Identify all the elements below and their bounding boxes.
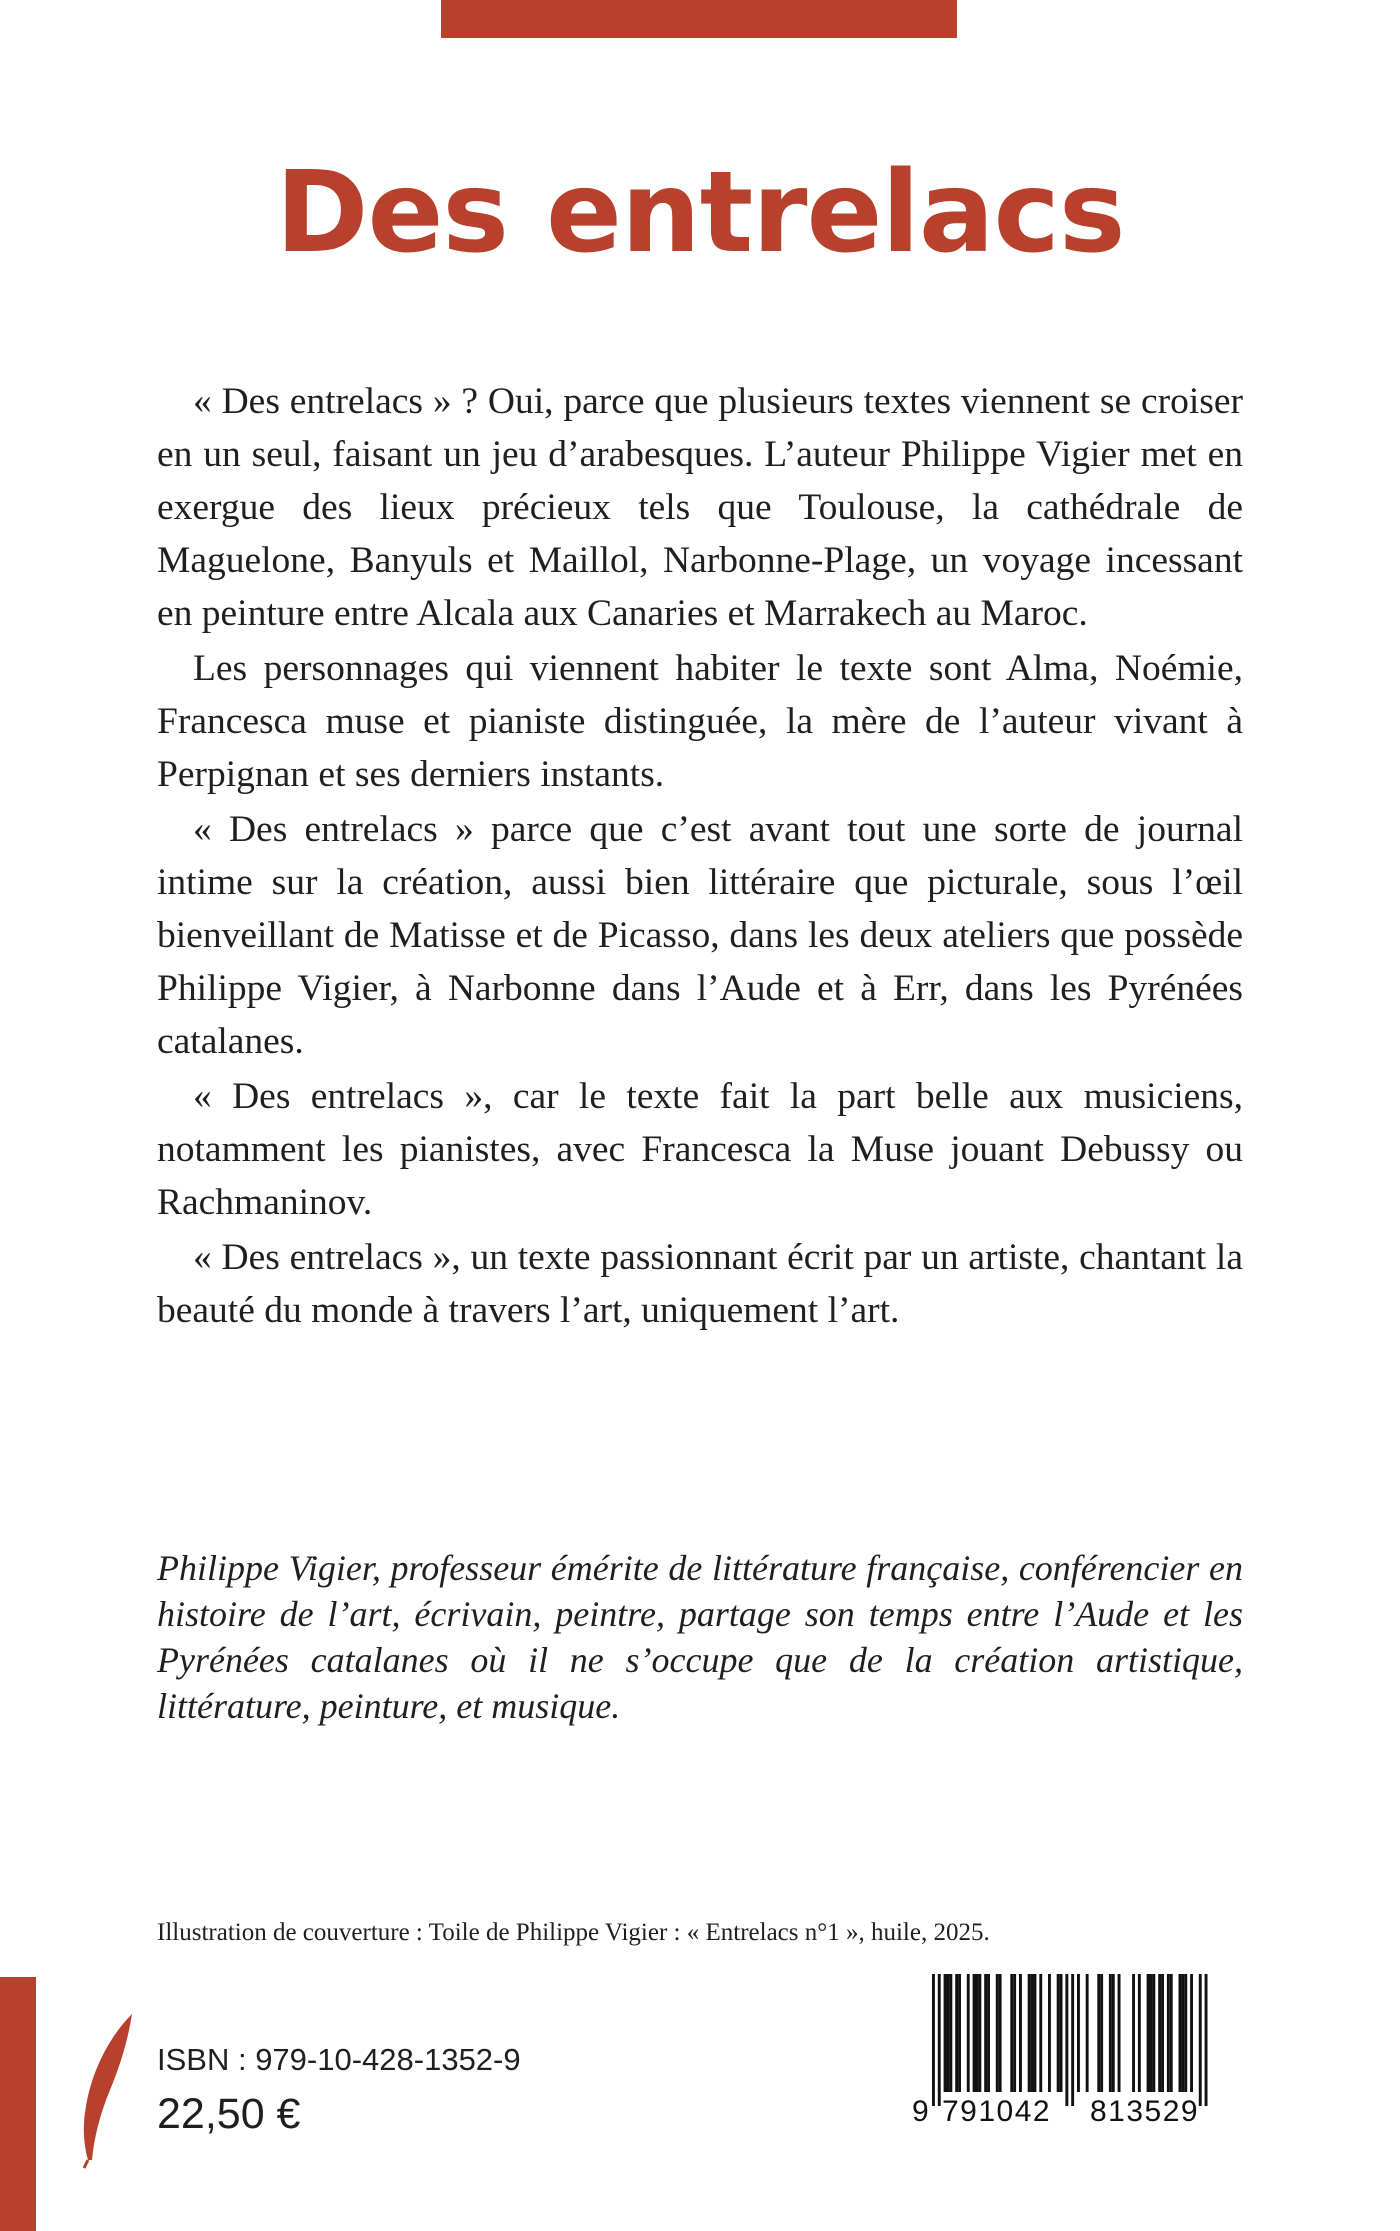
barcode-bar [1179,1974,1182,2092]
barcode-bar [973,1974,976,2092]
barcode-bar [1181,1974,1184,2092]
barcode-bar [1013,1974,1016,2092]
barcode [912,1970,1230,2130]
barcode-bar [1118,1974,1121,2092]
top-accent-bar [441,0,957,38]
cover-credit: Illustration de couverture : Toile de Philippe Vigier : « Entrelacs n°1 », huile, 2025. [157,1919,990,1946]
barcode-bar [984,1974,987,2092]
barcode-bar [1112,1974,1115,2092]
barcode-bar [949,1974,952,2092]
barcode-bar [944,1974,947,2092]
barcode-bar [1109,1974,1112,2092]
barcode-bar [1170,1974,1173,2092]
barcode-bar [1150,1974,1153,2092]
barcode-bar [1184,1974,1187,2092]
barcode-bar [1132,1974,1135,2092]
barcode-bar [967,1974,970,2092]
feather-icon [70,2010,140,2170]
barcode-bar [1034,1974,1037,2092]
barcode-right-group: 813529 [1090,2095,1200,2128]
barcode-bar [987,1974,990,2092]
feather-quill [84,2160,88,2168]
barcode-bar [947,1974,950,2092]
blurb-paragraph: Les personnages qui viennent habiter le texte sont Alma, Noémie, Francesca muse et pianiste distinguée, la mère de l’auteur vivant à Perpignan et ses derniers instants. [157,648,1243,795]
barcode-bar [978,1974,981,2092]
barcode-bar [1167,1974,1170,2092]
barcode-bar [1152,1974,1155,2092]
barcode-bar [976,1974,979,2092]
blurb-paragraph: « Des entrelacs » parce que c’est avant tout une sorte de journal intime sur la création, aussi bien littéraire que picturale, sous l’œil bienveillant de Matisse et de Picasso, dans les deux ateliers que possède Philippe Vigier, à Narbonne dans l’Aude et à Err, dans les Pyrénées catalanes. [157,809,1243,1062]
barcode-bar [1205,1974,1208,2106]
barcode-bar [1147,1974,1150,2092]
barcode-bar [932,1974,935,2106]
barcode-bar [1077,1974,1080,2092]
barcode-bar [1065,1974,1068,2106]
barcode-bar [1100,1974,1103,2092]
isbn: ISBN : 979-10-428-1352-9 [157,2042,521,2077]
barcode-bar [1039,1974,1042,2092]
blurb [157,375,1243,1339]
barcode-bar [1190,1974,1193,2092]
barcode-bar [1161,1974,1164,2092]
barcode-bar [999,1974,1002,2092]
barcode-bar [1028,1974,1031,2092]
barcode-bar [1199,1974,1202,2106]
barcode-bar [958,1974,961,2092]
barcode-left-group: 791042 [942,2095,1052,2128]
barcode-bar [1019,1974,1022,2092]
book-title: Des entrelacs [275,148,1125,278]
barcode-bar [1060,1974,1063,2092]
barcode-bar [1031,1974,1034,2092]
barcode-bar [1158,1974,1161,2092]
barcode-bar [1057,1974,1060,2092]
barcode-bar [996,1974,999,2092]
barcode-bar [938,1974,941,2106]
barcode-bar [1097,1974,1100,2092]
blurb-paragraph: « Des entrelacs » ? Oui, parce que plusieurs textes viennent se croiser en un seul, faisant un jeu d’arabesques. L’auteur Philippe Vigier met en exergue des lieux précieux tels que Toulouse, la cathédrale de Maguelone, Banyuls et Maillol, Narbonne-Plage, un voyage incessant en peinture entre Alcala aux Canaries et Marrakech au Maroc. [157,381,1243,634]
blurb-paragraph: « Des entrelacs », car le texte fait la part belle aux musiciens, notamment les pianistes, avec Francesca la Muse jouant Debussy ou Rachmaninov. [157,1076,1243,1223]
barcode-bar [1010,1974,1013,2092]
barcode-bar [1086,1974,1089,2092]
barcode-bar [955,1974,958,2092]
feather-shape [84,2014,132,2160]
barcode-bar [1048,1974,1051,2092]
price: 22,50 € [157,2090,301,2138]
side-accent-bar [0,1977,36,2231]
barcode-bar [1071,1974,1074,2106]
barcode-bar [1138,1974,1141,2092]
blurb-paragraph: « Des entrelacs », un texte passionnant écrit par un artiste, chantant la beauté du monde à travers l’art, uniquement l’art. [157,1237,1243,1331]
barcode-first-digit: 9 [912,2095,929,2128]
author-bio: Philippe Vigier, professeur émérite de littérature française, conférencier en histoire de l’art, écrivain, peintre, partage son temps entre l’Aude et les Pyrénées catalanes où il ne s’occupe que de la création artistique, littérature, peinture, et musique. [157,1548,1243,1726]
